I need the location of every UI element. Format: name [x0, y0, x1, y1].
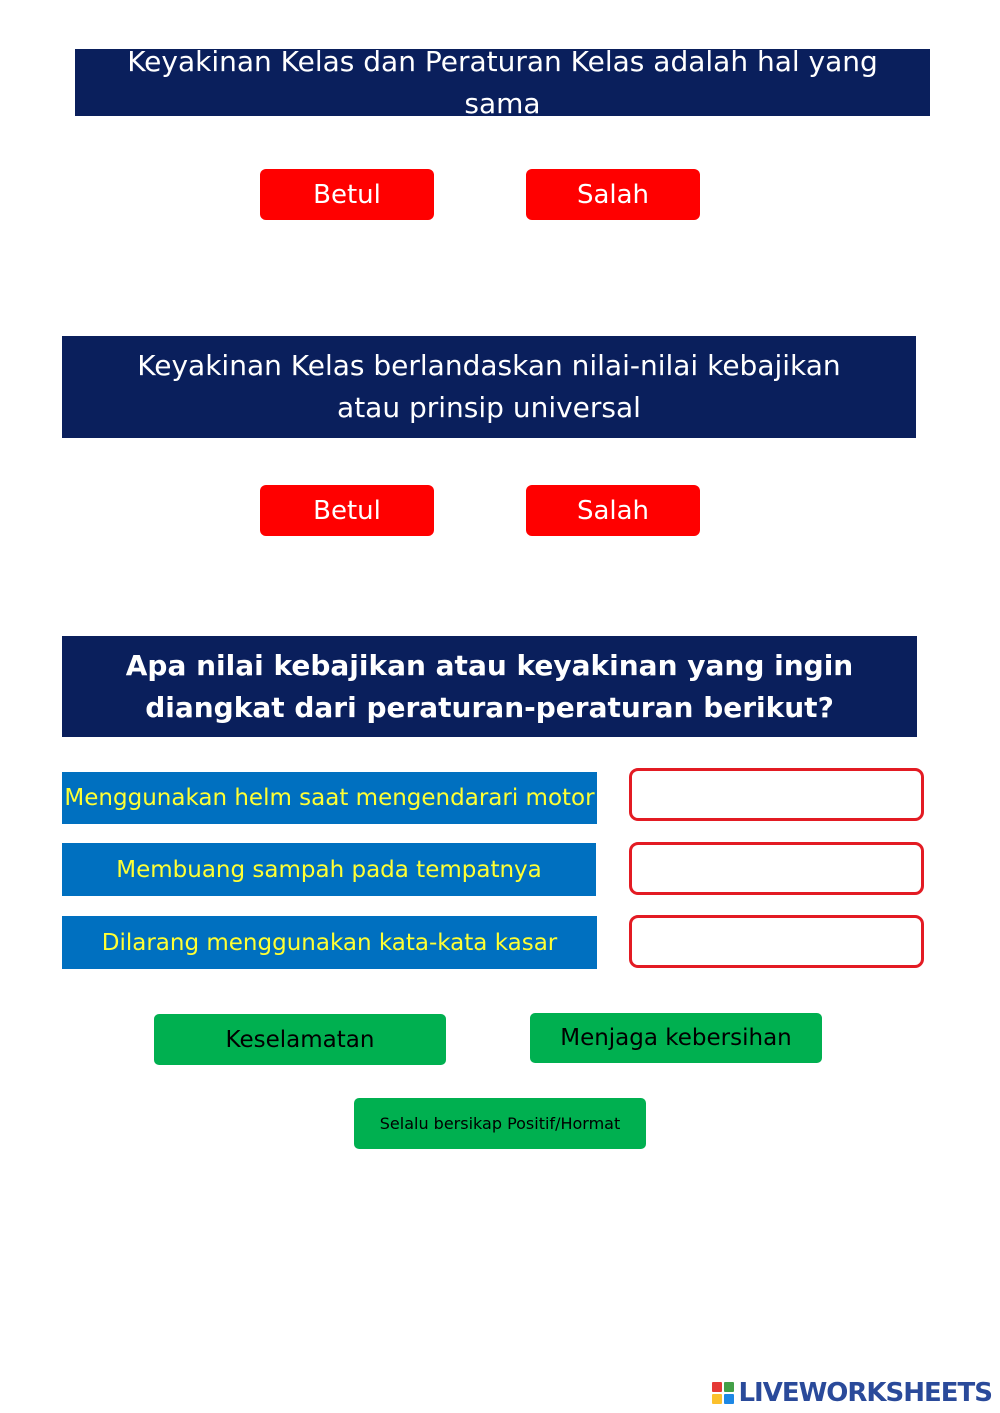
rule-item-2: Membuang sampah pada tempatnya	[62, 843, 596, 896]
rule-item-1: Menggunakan helm saat mengendarari motor	[62, 772, 597, 824]
answer-drop-zone-3[interactable]	[629, 915, 924, 968]
question-2-salah-button[interactable]: Salah	[526, 485, 700, 536]
logo-tile-2	[724, 1382, 734, 1392]
logo-tile-3	[712, 1394, 722, 1404]
question-2-banner	[62, 336, 916, 438]
answer-drop-zone-2[interactable]	[629, 842, 924, 895]
question-3-banner	[62, 636, 917, 737]
logo-tile-1	[712, 1382, 722, 1392]
question-1-text: Keyakinan Kelas dan Peraturan Kelas adalah hal yang sama	[127, 44, 878, 120]
liveworksheets-brand	[712, 1378, 992, 1408]
question-1-banner	[75, 44, 930, 120]
option-menjaga-kebersihan[interactable]: Menjaga kebersihan	[530, 1013, 822, 1063]
option-keselamatan[interactable]: Keselamatan	[154, 1014, 446, 1065]
logo-tile-4	[724, 1394, 734, 1404]
question-2-betul-button[interactable]: Betul	[260, 485, 434, 536]
rule-item-3: Dilarang menggunakan kata-kata kasar	[62, 916, 597, 969]
answer-drop-zone-1[interactable]	[629, 768, 924, 821]
question-3-text: Apa nilai kebajikan atau keyakinan yang ingin diangkat dari peraturan-peraturan berikut?	[125, 648, 854, 724]
question-1-betul-button[interactable]: Betul	[260, 169, 434, 220]
liveworksheets-logo-icon	[712, 1382, 734, 1404]
question-2-text: Keyakinan Kelas berlandaskan nilai-nilai kebajikan atau prinsip universal	[137, 349, 841, 424]
question-1-salah-button[interactable]: Salah	[526, 169, 700, 220]
liveworksheets-wordmark: LIVEWORKSHEETS	[738, 1378, 992, 1408]
option-selalu-bersikap-positif-hormat[interactable]: Selalu bersikap Positif/Hormat	[354, 1098, 646, 1149]
